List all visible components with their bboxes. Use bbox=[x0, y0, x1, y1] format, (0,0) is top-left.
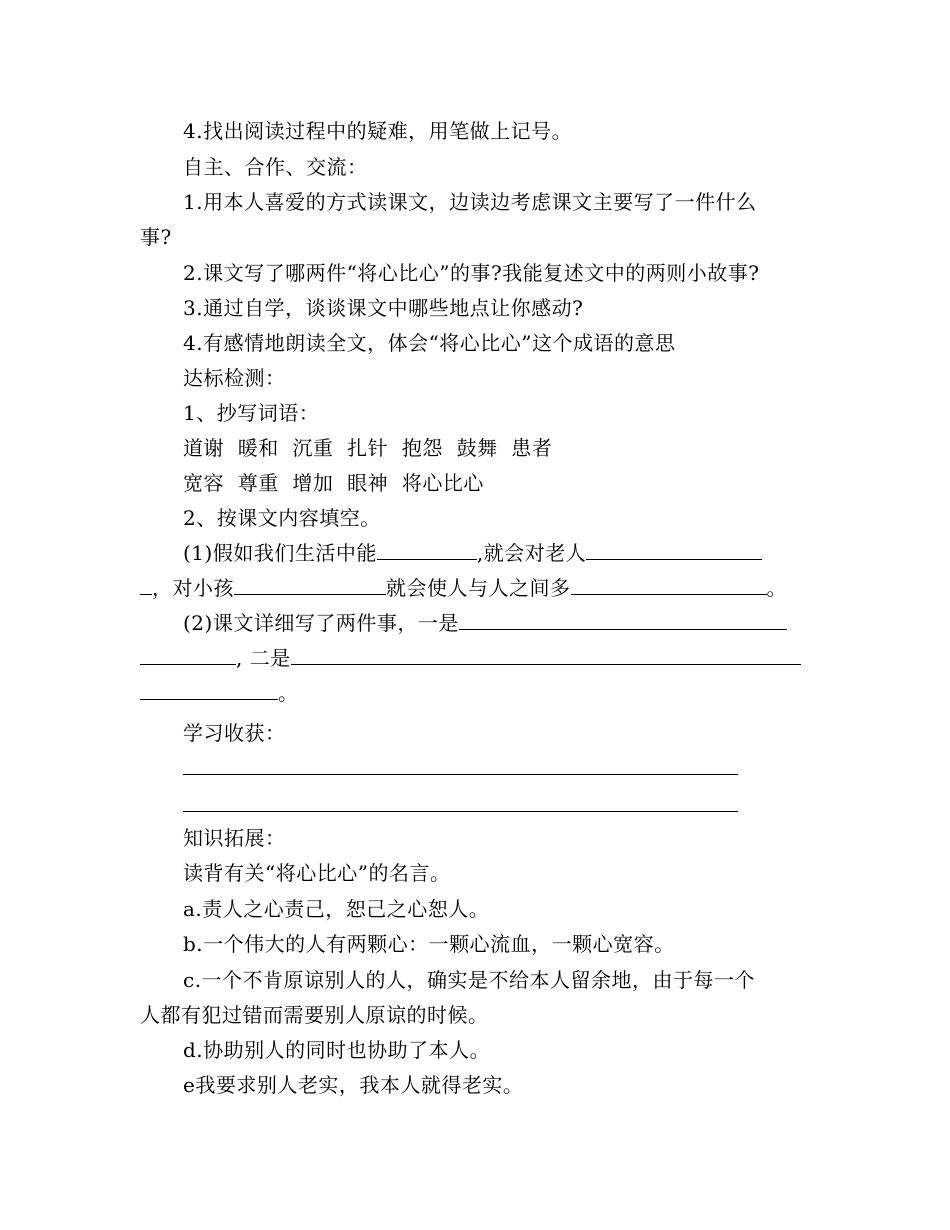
question-1-line2: 事? bbox=[140, 225, 172, 249]
blank-2[interactable] bbox=[586, 541, 762, 560]
question-3: 3.通过自学，谈谈课文中哪些地点让你感动? bbox=[183, 296, 584, 320]
fill-1-end: 。 bbox=[766, 576, 787, 600]
fill-1-text-a: (1)假如我们生活中能 bbox=[183, 541, 377, 565]
extension-intro: 读背有关“将心比心”的名言。 bbox=[183, 861, 451, 885]
gains-heading: 学习收获： bbox=[183, 721, 286, 745]
quote-c-line1: c.一个不肯原谅别人的人，确实是不给本人留余地，由于每一个 bbox=[183, 968, 756, 992]
question-4: 4.有感情地朗读全文，体会“将心比心”这个成语的意思 bbox=[183, 331, 676, 355]
blank-5[interactable] bbox=[459, 611, 787, 630]
assessment-heading: 达标检测： bbox=[183, 366, 286, 390]
words-row-1: 道谢 暖和 沉重 扎针 抱怨 鼓舞 患者 bbox=[183, 436, 553, 460]
words-row-2: 宽容 尊重 增加 眼神 将心比心 bbox=[183, 471, 484, 495]
gains-answer-line-1[interactable] bbox=[183, 774, 738, 775]
quote-b: b.一个伟大的人有两颗心：一颗心流血，一颗心宽容。 bbox=[183, 932, 675, 956]
quote-e: e我要求别人老实，我本人就得老实。 bbox=[183, 1073, 524, 1097]
fill-1-text-d: 就会使人与人之间多 bbox=[386, 576, 571, 600]
blank-2-cont[interactable] bbox=[140, 576, 152, 595]
fill-2-text-a: (2)课文详细写了两件事，一是 bbox=[183, 611, 459, 635]
fill-blank-2-line2 bbox=[140, 646, 801, 670]
blank-4[interactable] bbox=[571, 576, 767, 595]
quote-c-line2: 人都有犯过错而需要别人原谅的时候。 bbox=[140, 1003, 489, 1027]
fill-2-end: 。 bbox=[278, 681, 299, 705]
blank-6-cont[interactable] bbox=[140, 681, 278, 700]
fill-blank-2-line3 bbox=[140, 681, 299, 705]
fill-1-text-c: ，对小孩 bbox=[152, 576, 234, 600]
fill-2-text-b: , 二是 bbox=[236, 646, 291, 670]
fill-blank-1-line2 bbox=[140, 576, 787, 600]
question-2: 2.课文写了哪两件“将心比心”的事?我能复述文中的两则小故事? bbox=[183, 261, 760, 285]
fill-blank-2-line1 bbox=[183, 611, 787, 635]
blank-1[interactable] bbox=[377, 541, 477, 560]
gains-answer-line-2[interactable] bbox=[183, 811, 738, 812]
quote-a: a.责人之心责己，恕己之心恕人。 bbox=[183, 897, 490, 921]
question-1-line1: 1.用本人喜爱的方式读课文，边读边考虑课文主要写了一件什么 bbox=[183, 190, 757, 214]
task-2-label: 2、按课文内容填空。 bbox=[183, 506, 381, 530]
fill-blank-1-line1 bbox=[183, 541, 762, 565]
self-study-heading: 自主、合作、交流： bbox=[183, 155, 368, 179]
quote-d: d.协助别人的同时也协助了本人。 bbox=[183, 1038, 491, 1062]
blank-3[interactable] bbox=[234, 576, 386, 595]
fill-1-text-b: ,就会对老人 bbox=[476, 541, 587, 565]
blank-6[interactable] bbox=[291, 646, 801, 665]
task-1-label: 1、抄写词语： bbox=[183, 401, 320, 425]
blank-5-cont[interactable] bbox=[140, 646, 236, 665]
prep-item-4: 4.找出阅读过程中的疑难，用笔做上记号。 bbox=[183, 119, 573, 143]
extension-heading: 知识拓展： bbox=[183, 826, 286, 850]
